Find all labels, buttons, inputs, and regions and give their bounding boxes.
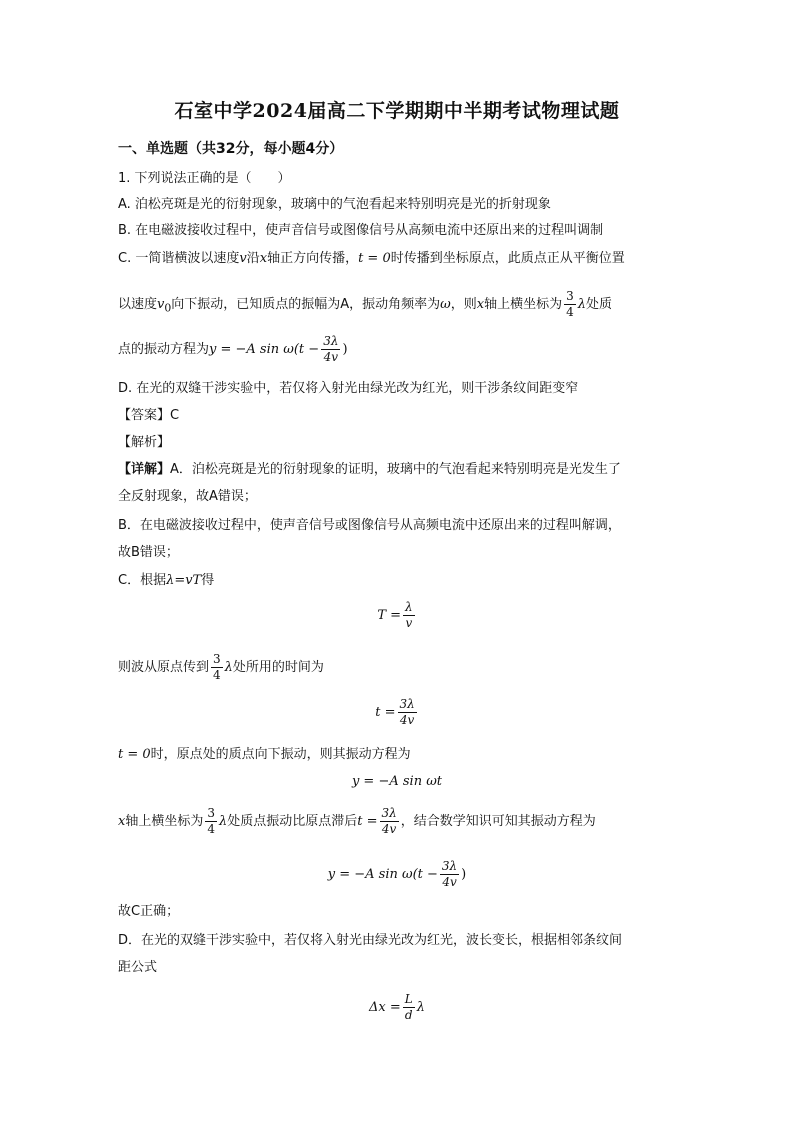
option-c-line2 xyxy=(118,285,612,329)
option-b: B. 在电磁波接收过程中，使声音信号或图像信号从高频电流中还原出来的过程叫调制 xyxy=(118,223,604,238)
text: 轴上横坐标为 xyxy=(484,297,563,312)
answer-line: 【答案】C xyxy=(118,408,180,423)
text: 则波从原点传到 xyxy=(118,660,210,675)
equation-y-full: y = −A sin ω(t − $\frac{3\lambda}{4v}$ ) xyxy=(327,859,467,889)
option-a: A. 泊松亮斑是光的衍射现象，玻璃中的气泡看起来特别明亮是光的折射现象 xyxy=(118,197,551,212)
text: 时传播到坐标原点，此质点正从平衡位置 xyxy=(390,251,625,266)
fraction-3-4: $\frac{3}{4}$ xyxy=(566,289,574,319)
equation-T: T = $\frac{\lambda}{v}$ xyxy=(377,600,413,630)
detail-c-line4: x轴上横坐标为 $\frac{3}{4}$ λ处质点振动比原点滞后t = $\frac{3\lambda}{4v}$ ，结合数学知识可知其振动方程为 xyxy=(118,806,596,836)
text: 处质 xyxy=(586,297,613,312)
detail-a-line2: 全反射现象，故A错误； xyxy=(118,489,257,504)
equation-y-simple: y = −A sin ωt xyxy=(351,774,443,789)
detail-c-line3: t = 0时，原点处的质点向下振动，则其振动方程为 xyxy=(118,747,411,762)
detail-d-line2: 距公式 xyxy=(118,960,158,975)
analysis-heading: 【解析】 xyxy=(118,435,171,450)
text: 得 xyxy=(201,573,215,588)
math-sub: 0 xyxy=(164,301,172,315)
option-d: D. 在光的双缝干涉实验中，若仅将入射光由绿光改为红光，则干涉条纹间距变窄 xyxy=(118,381,579,396)
detail-b-line1: B．在电磁波接收过程中，使声音信号或图像信号从高频电流中还原出来的过程叫解调， xyxy=(118,518,621,533)
text: A．泊松亮斑是光的衍射现象的证明，玻璃中的气泡看起来特别明亮是光发生了 xyxy=(170,462,621,477)
math-paren: ) xyxy=(342,342,348,357)
math-x: x xyxy=(259,251,268,266)
text: ，结合数学知识可知其振动方程为 xyxy=(400,814,596,829)
text: ，则 xyxy=(450,297,477,312)
page-title: 石室中学2024届高二下学期期中半期考试物理试题 xyxy=(174,100,620,122)
math-t0: t = 0 xyxy=(358,251,391,266)
detail-c-line1 xyxy=(118,572,214,590)
text: 点的振动方程为 xyxy=(118,342,210,357)
section-heading: 一、单选题（共32分，每小题4分） xyxy=(118,141,344,157)
text: 轴正方向传播， xyxy=(267,251,359,266)
detail-c-line5: 故C正确； xyxy=(118,904,180,919)
math-lam-vt: λ=vT xyxy=(166,573,202,588)
text: 沿 xyxy=(246,251,260,266)
option-c-line3 xyxy=(118,330,348,370)
text: C．根据 xyxy=(118,573,167,588)
text: 处所用的时间为 xyxy=(232,660,324,675)
detail-c-line2: 则波从原点传到 $\frac{3}{4}$ λ处所用的时间为 xyxy=(118,652,324,682)
fraction-3l-4v: $\frac{3\lambda}{4v}$ xyxy=(323,334,339,364)
text: 向下振动，已知质点的振幅为A，振动角频率为 xyxy=(171,297,441,312)
math-v: v xyxy=(239,251,247,266)
text: 处质点振动比原点滞后 xyxy=(227,814,358,829)
detail-d-line1: D．在光的双缝干涉实验中，若仅将入射光由绿光改为红光，波长变长，根据相邻条纹间 xyxy=(118,933,623,948)
math-lambda: λ xyxy=(577,297,587,312)
math-y-eq: y = −A sin ω(t − xyxy=(209,342,320,357)
text: 时，原点处的质点向下振动，则其振动方程为 xyxy=(150,747,411,762)
equation-dx: Δx = $\frac{L}{d}$ λ xyxy=(369,992,425,1022)
math-x: x xyxy=(476,297,485,312)
equation-t: t = $\frac{3\lambda}{4v}$ xyxy=(375,697,415,727)
option-c-line1 xyxy=(118,250,625,268)
text: 轴上横坐标为 xyxy=(125,814,204,829)
text: C. 一简谐横波以速度 xyxy=(118,251,240,266)
question-stem: 1. 下列说法正确的是（ ） xyxy=(118,171,291,186)
math-v0: v xyxy=(157,297,165,312)
detail-a-line1 xyxy=(118,461,621,479)
detail-tag: 【详解】 xyxy=(118,462,171,477)
math-omega: ω xyxy=(440,297,451,312)
text: 以速度 xyxy=(118,297,158,312)
detail-b-line2: 故B错误； xyxy=(118,545,179,560)
